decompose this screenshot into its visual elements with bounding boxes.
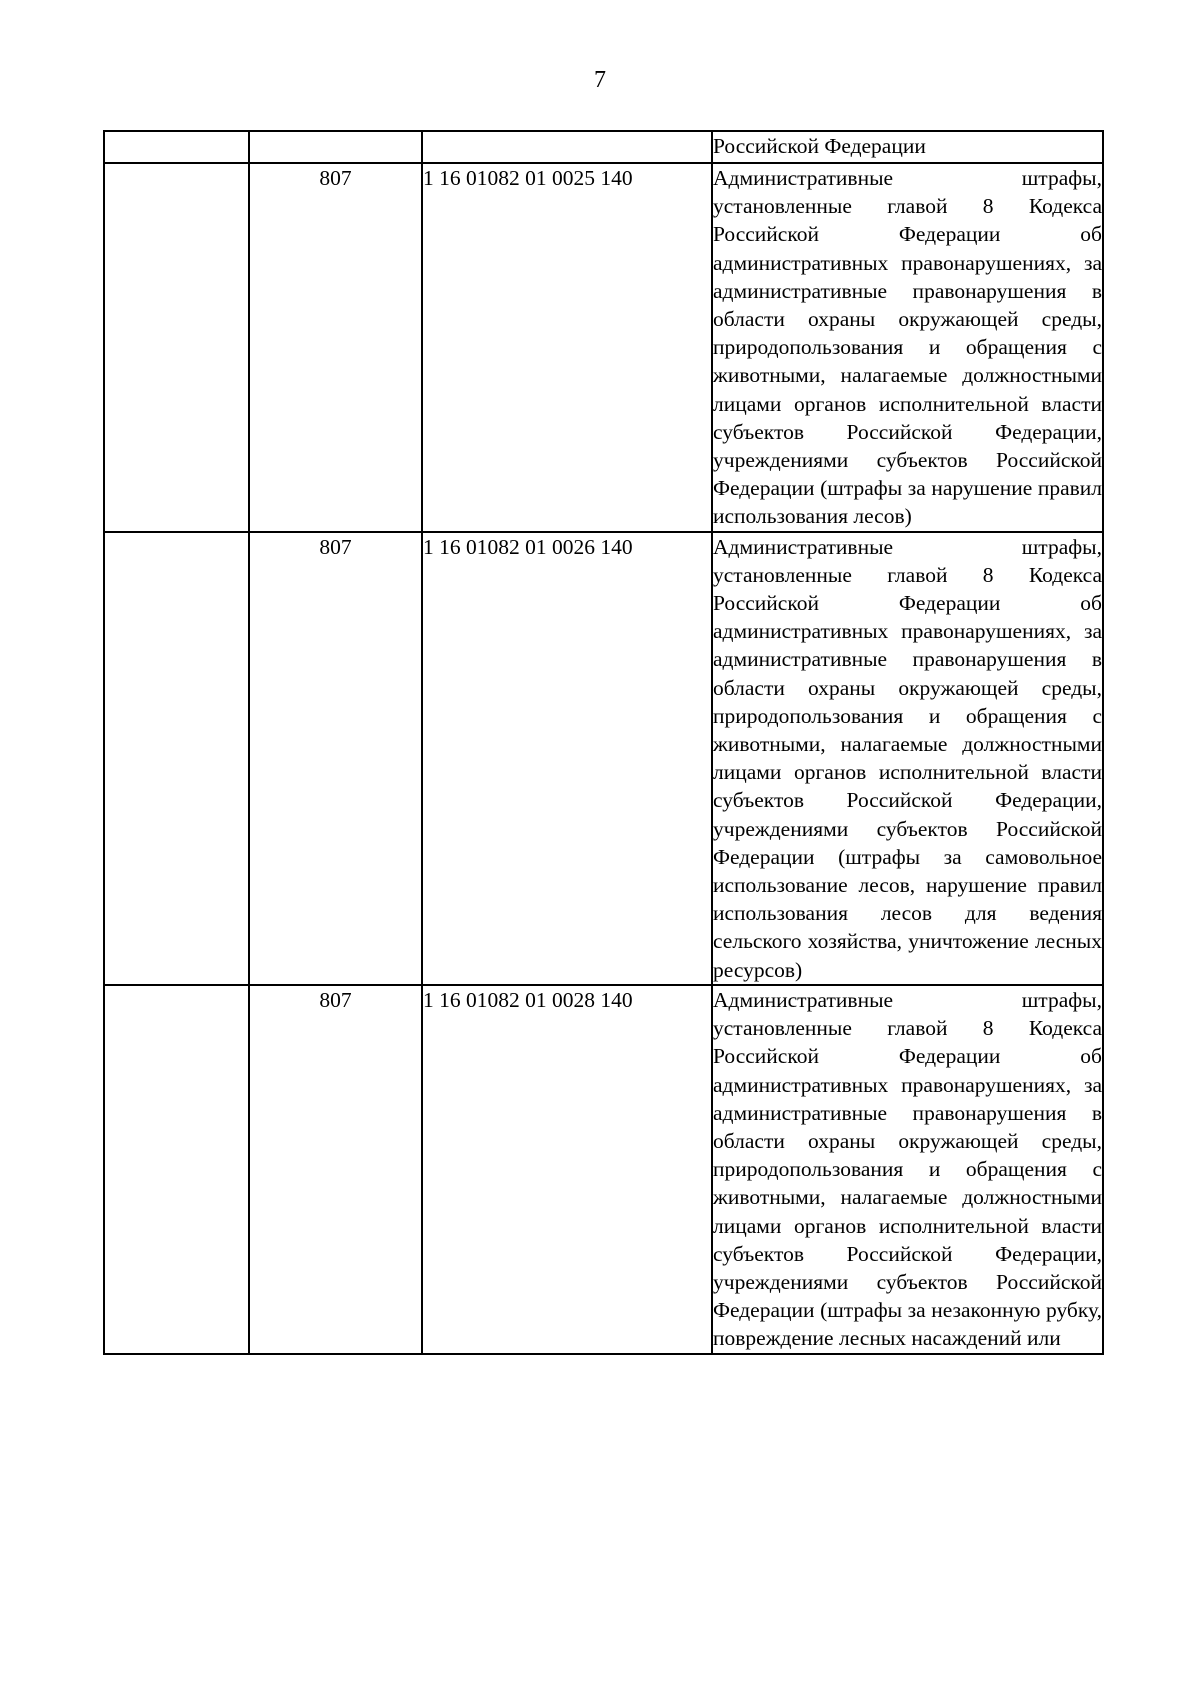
revenue-name-cell: [712, 532, 1103, 985]
revenue-name-text: Российской Федерации: [713, 134, 926, 158]
revenue-name-cell: [712, 985, 1103, 1354]
admin-code-cell: 807: [249, 985, 422, 1354]
page-number: 7: [594, 67, 606, 93]
kbk-code-cell: 1 16 01082 01 0028 140: [422, 985, 712, 1354]
admin-cell: [104, 532, 249, 985]
revenue-name-text: Административные штрафы, установленные главой 8 Кодекса Российской Федерации об административных правонарушениях, за административные правонарушения в области охраны окружающей среды, природопользования и обращения с животными, налагаемые должностными лицами органов исполнительной власти субъектов Российской Федерации, учреждениями субъектов Российской Федерации (штрафы за незаконную рубку, повреждение лесных насаждений или: [713, 987, 1102, 1351]
table-row: [104, 163, 1103, 532]
table-row: [104, 131, 1103, 163]
revenue-name-text: Административные штрафы, установленные главой 8 Кодекса Российской Федерации об административных правонарушениях, за административные правонарушения в области охраны окружающей среды, природопользования и обращения с животными, налагаемые должностными лицами органов исполнительной власти субъектов Российской Федерации, учреждениями субъектов Российской Федерации (штрафы за нарушение правил использования лесов): [713, 166, 1102, 529]
revenue-name-text: Административные штрафы, установленные главой 8 Кодекса Российской Федерации об административных правонарушениях, за административные правонарушения в области охраны окружающей среды, природопользования и обращения с животными, налагаемые должностными лицами органов исполнительной власти субъектов Российской Федерации, учреждениями субъектов Российской Федерации (штрафы за самовольное использование лесов, нарушение правил использования лесов для ведения сельского хозяйства, уничтожение лесных ресурсов): [713, 534, 1102, 982]
admin-cell: [104, 985, 249, 1354]
revenue-name-cell: [712, 131, 1103, 163]
admin-cell: [104, 131, 249, 163]
table-row: [104, 985, 1103, 1354]
admin-code-cell: [249, 131, 422, 163]
revenue-codes-table: [103, 130, 1104, 1355]
kbk-code-cell: [422, 131, 712, 163]
kbk-code-cell: 1 16 01082 01 0026 140: [422, 532, 712, 985]
admin-code-cell: 807: [249, 532, 422, 985]
revenue-name-cell: [712, 163, 1103, 532]
kbk-code-cell: 1 16 01082 01 0025 140: [422, 163, 712, 532]
admin-cell: [104, 163, 249, 532]
admin-code-cell: 807: [249, 163, 422, 532]
table-row: [104, 532, 1103, 985]
